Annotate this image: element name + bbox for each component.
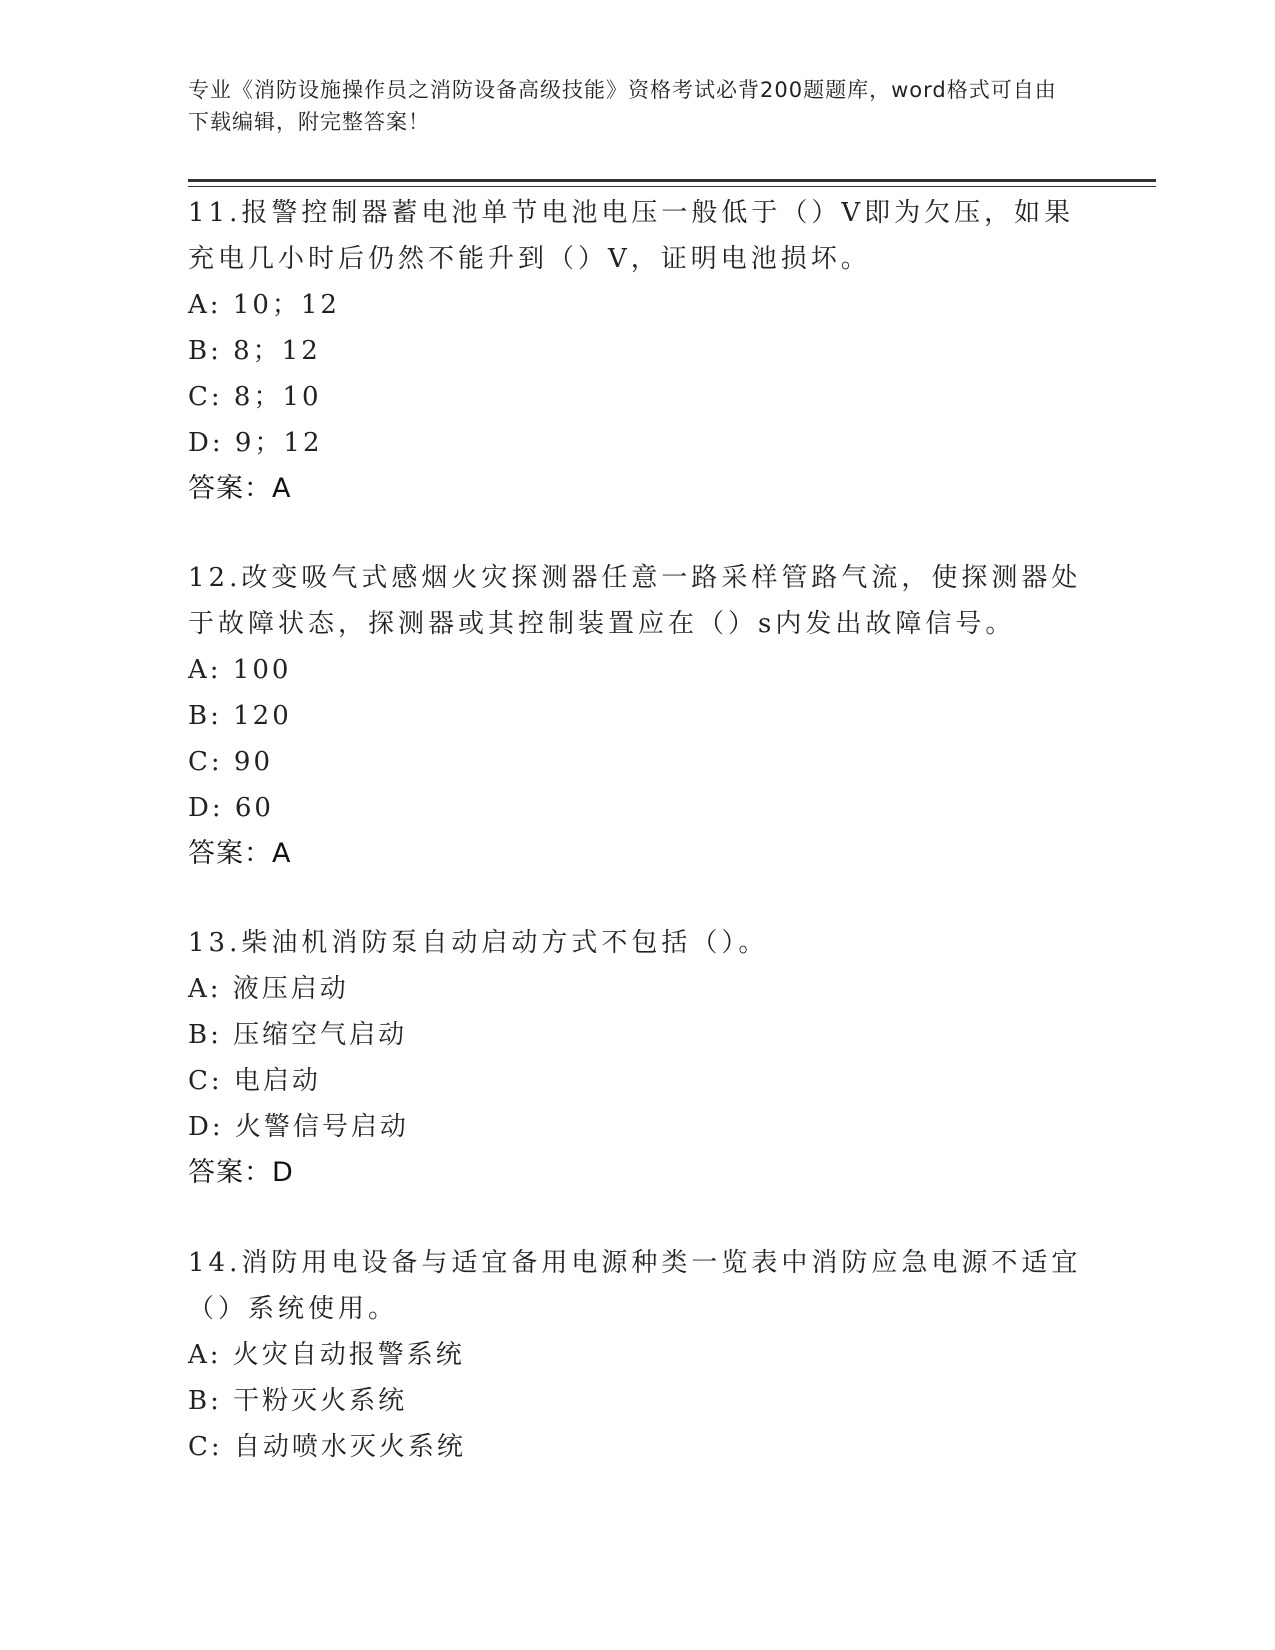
answer: 答案：D (188, 1157, 294, 1188)
option-a: A: 火灾自动报警系统 (188, 1340, 465, 1370)
header-divider-thick (188, 179, 1156, 182)
question-stem: 14.消防用电设备与适宜备用电源种类一览表中消防应急电源不适宜（）系统使用。 (188, 1248, 1082, 1324)
question-stem: 12.改变吸气式感烟火灾探测器任意一路采样管路气流，使探测器处于故障状态，探测器或其控制装置应在（）s内发出故障信号。 (188, 563, 1082, 639)
question-stem: 11.报警控制器蓄电池单节电池电压一般低于（）V即为欠压，如果充电几小时后仍然不能升到（）V，证明电池损坏。 (188, 198, 1075, 274)
option-d: D: 火警信号启动 (188, 1112, 409, 1142)
option-b: B: 压缩空气启动 (188, 1020, 408, 1050)
option-a: A: 10；12 (188, 290, 340, 320)
option-d: D: 60 (188, 793, 274, 823)
answer: 答案：A (188, 473, 292, 504)
option-a: A: 100 (188, 655, 292, 685)
question-11 (188, 190, 1088, 512)
header-divider-thin (188, 186, 1156, 187)
option-c: C: 8；10 (188, 382, 322, 412)
option-d: D: 9；12 (188, 428, 323, 458)
question-13 (188, 920, 1088, 1196)
option-c: C: 电启动 (188, 1066, 321, 1096)
option-a: A: 液压启动 (188, 974, 349, 1004)
question-stem: 13.柴油机消防泵自动启动方式不包括（）。 (188, 928, 769, 958)
option-b: B: 8；12 (188, 336, 321, 366)
option-c: C: 90 (188, 747, 274, 777)
question-12 (188, 555, 1088, 877)
option-c: C: 自动喷水灭火系统 (188, 1432, 466, 1462)
question-14 (188, 1240, 1088, 1470)
answer: 答案：A (188, 838, 292, 869)
option-b: B: 120 (188, 701, 292, 731)
option-b: B: 干粉灭火系统 (188, 1386, 408, 1416)
document-header: 专业《消防设施操作员之消防设备高级技能》资格考试必背200题题库，word格式可自由下载编辑，附完整答案！ (188, 78, 1057, 134)
